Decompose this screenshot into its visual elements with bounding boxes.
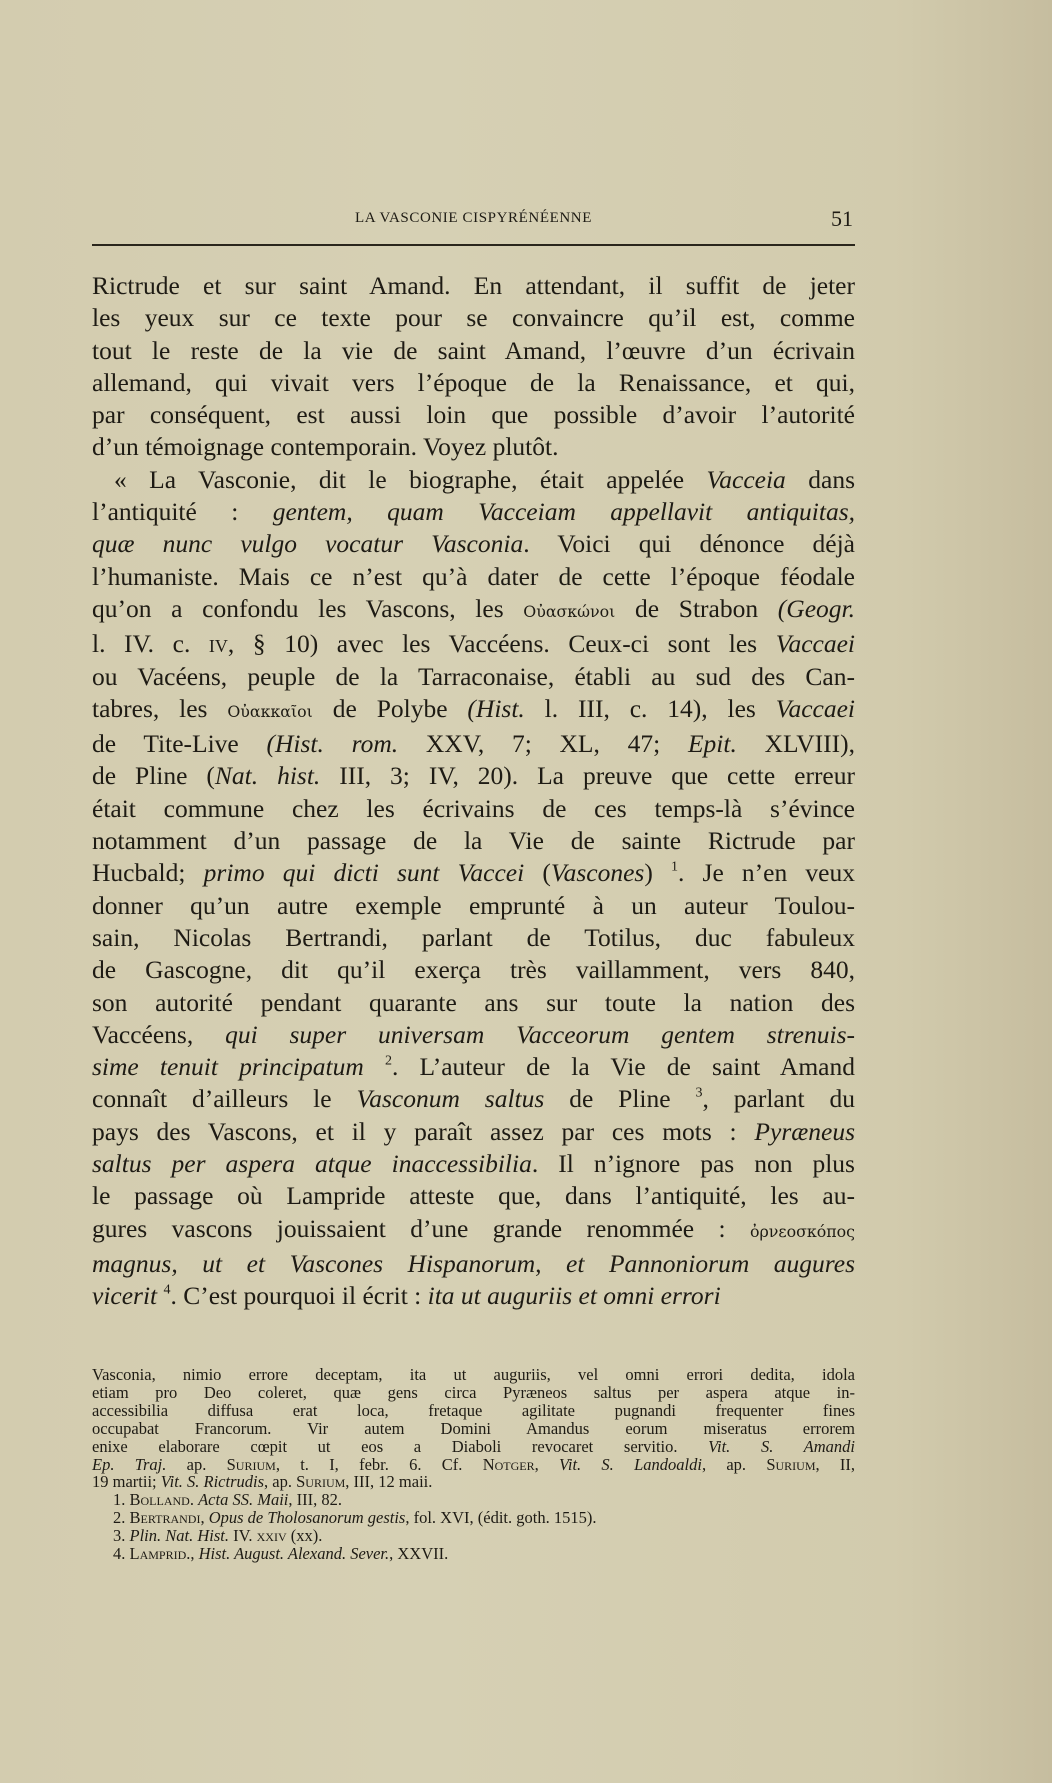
italic-text: Vascones — [550, 858, 645, 888]
text-run: tabres, les — [92, 693, 228, 723]
text-line — [92, 825, 855, 857]
text-run: Hucbald; — [92, 858, 204, 888]
text-run: tout le reste de la vie de saint Amand, l’œuvre d’un écrivain — [92, 335, 855, 365]
greek-text: ὀρνεοσκόπος — [749, 1221, 855, 1241]
text-run: , t. I, febr. 6. Cf. — [275, 1454, 483, 1474]
italic-text: Opus de Tholosanorum gestis — [208, 1508, 406, 1528]
text-run: . Je n’en veux — [677, 858, 855, 888]
text-run: III, 3; IV, 20). La preuve que cette erreur — [320, 761, 855, 791]
text-run: 2. — [113, 1508, 130, 1528]
text-run: , — [190, 1544, 199, 1564]
small-caps-text: Notger — [482, 1454, 535, 1474]
text-run: l’humaniste. Mais ce n’est qu’à dater de cette l’époque féodale — [92, 561, 855, 591]
text-run: le passage où Lampride atteste que, dans l’antiquité, les au- — [92, 1181, 855, 1211]
text-line — [92, 922, 855, 954]
footnote-4 — [92, 1545, 855, 1563]
text-run: , ap. — [701, 1454, 767, 1474]
text-run: son autorité pendant quarante ans sur toute la nation des — [92, 987, 855, 1017]
italic-text: Acta SS. Maii — [198, 1490, 289, 1510]
text-run: (xx). — [286, 1526, 323, 1546]
text-run: , parlant du — [702, 1084, 855, 1114]
italic-text: Plin. Nat. Hist. — [129, 1526, 229, 1546]
text-run: 19 martii; — [92, 1472, 161, 1492]
text-run: donner qu’un autre exemple emprunté à un auteur Toulou- — [92, 890, 855, 920]
italic-text: magnus, ut et Vascones Hispanorum, et Pannoniorum augures — [92, 1248, 855, 1278]
text-line — [92, 367, 855, 399]
text-run: Rictrude et sur saint Amand. En attendant, il suffit de jeter — [92, 271, 855, 300]
text-line — [92, 728, 855, 760]
italic-text: (Geogr. — [777, 593, 855, 623]
text-line — [92, 628, 855, 660]
text-run: gures vascons jouissaient d’une grande renommée : — [92, 1213, 750, 1243]
text-run: l. IV. c. — [92, 629, 209, 659]
footnote-ref: 2 — [384, 1053, 392, 1069]
italic-text: sime tenuit principatum — [92, 1052, 364, 1082]
footnote-2 — [92, 1509, 855, 1527]
small-caps-text: xxiv — [256, 1526, 287, 1546]
text-run: 4. — [113, 1544, 130, 1564]
italic-text: Nat. hist. — [214, 761, 321, 791]
footnote-continuation-line — [92, 1384, 855, 1402]
text-run: . C’est pourquoi il écrit : — [170, 1281, 428, 1311]
italic-text: Hist. August. Alexand. Sever. — [198, 1544, 390, 1564]
text-line — [92, 1148, 855, 1180]
greek-text: Οὐασκώνοι — [523, 601, 616, 621]
text-line — [92, 1083, 855, 1115]
text-run: Vaccéens, — [92, 1019, 226, 1049]
small-caps-text: Lamprid. — [129, 1544, 191, 1564]
text-line — [92, 1116, 855, 1148]
text-run: allemand, qui vivait vers l’époque de la Renaissance, et qui, — [92, 367, 855, 397]
italic-text: Vaccaei — [775, 629, 855, 659]
text-run: XXV, 7; XL, 47; — [398, 729, 688, 759]
small-caps-text: Surium — [226, 1454, 276, 1474]
small-caps-text: Surium — [296, 1472, 346, 1492]
text-run: 3. — [113, 1526, 130, 1546]
text-line — [92, 1019, 855, 1051]
small-caps-text: Surium — [766, 1454, 816, 1474]
italic-text: Epit. — [687, 729, 737, 759]
italic-text: vicerit — [92, 1281, 158, 1311]
text-run: ) — [644, 858, 671, 888]
text-run: qu’on a confondu les Vascons, les — [92, 593, 524, 623]
text-line — [92, 593, 855, 628]
text-run: de Strabon — [615, 593, 778, 623]
text-run: sain, Nicolas Bertrandi, parlant de Totilus, duc fabuleux — [92, 922, 855, 952]
text-line — [92, 793, 855, 825]
text-line — [92, 1213, 855, 1248]
text-line — [92, 857, 855, 889]
italic-text: saltus per aspera atque inaccessibilia — [92, 1149, 532, 1179]
text-run — [364, 1052, 385, 1081]
footnote-continuation-line — [92, 1420, 855, 1438]
running-head — [92, 208, 855, 232]
text-run: . Il n’ignore pas non plus — [531, 1149, 855, 1179]
italic-text: Vit. S. Rictrudis — [160, 1472, 265, 1492]
text-line — [92, 335, 855, 367]
page-number: 51 — [831, 206, 853, 231]
italic-text: Ep. Traj. — [92, 1454, 167, 1474]
text-line — [92, 270, 855, 302]
text-run: etiam pro Deo coleret, quæ gens circa Pyræneos saltus per aspera atque in- — [92, 1382, 855, 1402]
italic-text: Vasconum saltus — [356, 1084, 545, 1114]
text-run: accessibilia diffusa erat loca, fretaque agilitate pugnandi frequenter fines — [92, 1400, 855, 1420]
text-run: par conséquent, est aussi loin que possible d’avoir l’autorité — [92, 400, 855, 430]
text-run: d’un témoignage contemporain. Voyez plutôt. — [92, 432, 559, 462]
italic-text: gentem, quam Vacceiam appellavit antiquitas, — [272, 497, 856, 527]
small-caps-text: Bertrandi — [129, 1508, 201, 1528]
header-rule — [92, 244, 855, 246]
text-run: de Pline — [544, 1084, 696, 1114]
text-run: l’antiquité : — [92, 497, 273, 527]
text-line — [92, 302, 855, 334]
text-run: était commune chez les écrivains de ces temps-là s’évince — [92, 793, 855, 823]
text-line — [92, 431, 855, 463]
text-run: , § 10) avec les Vaccéens. Ceux-ci sont les — [227, 629, 776, 659]
italic-text: (Hist. — [467, 693, 525, 723]
text-run: , fol. XVI, (édit. goth. 1515). — [405, 1508, 597, 1528]
text-line — [92, 1280, 855, 1312]
text-run: dans — [785, 464, 855, 494]
text-run: , II, — [815, 1454, 856, 1474]
italic-text: primo qui dicti sunt Vaccei — [203, 858, 525, 888]
text-line — [92, 399, 855, 431]
text-run: , ap. — [264, 1472, 297, 1492]
text-line — [92, 661, 855, 693]
text-run: ( — [524, 858, 551, 888]
text-run: pays des Vascons, et il y paraît assez par ces mots : — [92, 1116, 755, 1146]
text-run: connaît d’ailleurs le — [92, 1084, 357, 1114]
text-run: de Tite-Live — [92, 729, 267, 759]
text-run: de Polybe — [312, 693, 468, 723]
text-run: , III, 82. — [288, 1490, 342, 1510]
text-run: occupabat Francorum. Vir autem Domini Amandus eorum miseratus errorem — [92, 1418, 855, 1438]
text-line — [92, 987, 855, 1019]
text-run: , — [534, 1454, 560, 1474]
text-run: . Voici qui dénonce déjà — [523, 529, 855, 559]
text-run: , III, 12 maii. — [345, 1472, 433, 1492]
text-line — [92, 1248, 855, 1280]
running-title: LA VASCONIE CISPYRÉNÉENNE — [355, 210, 592, 226]
text-line — [92, 760, 855, 792]
text-line — [92, 528, 855, 560]
italic-text: ita ut auguriis et omni errori — [427, 1281, 721, 1311]
small-caps-text: Bolland. — [129, 1490, 194, 1510]
text-run: les yeux sur ce texte pour se convaincre qu’il est, comme — [92, 303, 855, 333]
text-line — [92, 890, 855, 922]
text-run: 1. — [113, 1490, 130, 1510]
footnote-continuation-line — [92, 1366, 855, 1384]
text-run: Vasconia, nimio errore deceptam, ita ut auguriis, vel omni errori dedita, idola — [92, 1365, 855, 1384]
text-run: XLVIII), — [736, 729, 855, 759]
footnote-ref: 4 — [163, 1282, 171, 1298]
text-line — [92, 954, 855, 986]
text-run: l. III, c. 14), les — [524, 693, 776, 723]
italic-text: Vacceia — [706, 464, 786, 494]
text-line — [92, 496, 855, 528]
text-run: IV. — [228, 1526, 257, 1546]
small-caps-text: iv — [208, 629, 228, 659]
footnote-3 — [92, 1527, 855, 1545]
footnote-continuation-line — [92, 1456, 855, 1474]
text-run: . L’auteur de la Vie de saint Amand — [391, 1052, 855, 1082]
footnote-ref: 1 — [670, 859, 678, 875]
text-run: de Gascogne, dit qu’il exerça très vaillamment, vers 840, — [92, 955, 855, 985]
italic-text: Pyræneus — [754, 1116, 855, 1146]
greek-text: Οὐακκαῖοι — [227, 701, 313, 721]
italic-text: quæ nunc vulgo vocatur Vasconia — [92, 529, 524, 559]
text-line — [92, 1051, 855, 1083]
text-line — [92, 561, 855, 593]
text-line — [92, 693, 855, 728]
italic-text: qui super universam Vacceorum gentem strenuis- — [225, 1019, 856, 1049]
text-run: de Pline ( — [92, 761, 215, 791]
text-run: ap. — [166, 1454, 227, 1474]
text-run: notamment d’un passage de la Vie de sainte Rictrude par — [92, 826, 855, 856]
text-run: « La Vasconie, dit le biographe, était appelée — [114, 464, 707, 494]
italic-text: (Hist. rom. — [266, 729, 399, 759]
text-run: , — [200, 1508, 209, 1528]
text-line — [92, 1180, 855, 1212]
footnote-continuation-line — [92, 1473, 855, 1491]
footnote-1 — [92, 1491, 855, 1509]
text-run: enixe elaborare cœpit ut eos a Diaboli revocaret servitio. — [92, 1436, 709, 1456]
text-run: , XXVII. — [389, 1544, 449, 1564]
footnote-continuation-line — [92, 1438, 855, 1456]
footnote-continuation-line — [92, 1402, 855, 1420]
footnotes — [92, 1366, 855, 1563]
italic-text: Vit. S. Landoaldi — [559, 1454, 702, 1474]
italic-text: Vit. S. Amandi — [708, 1436, 855, 1456]
text-line — [92, 464, 855, 496]
text-run: ou Vacéens, peuple de la Tarraconaise, établi au sud des Can- — [92, 661, 855, 691]
italic-text: Vaccaei — [775, 693, 855, 723]
footnote-ref: 3 — [695, 1085, 703, 1101]
main-text — [92, 270, 855, 1313]
